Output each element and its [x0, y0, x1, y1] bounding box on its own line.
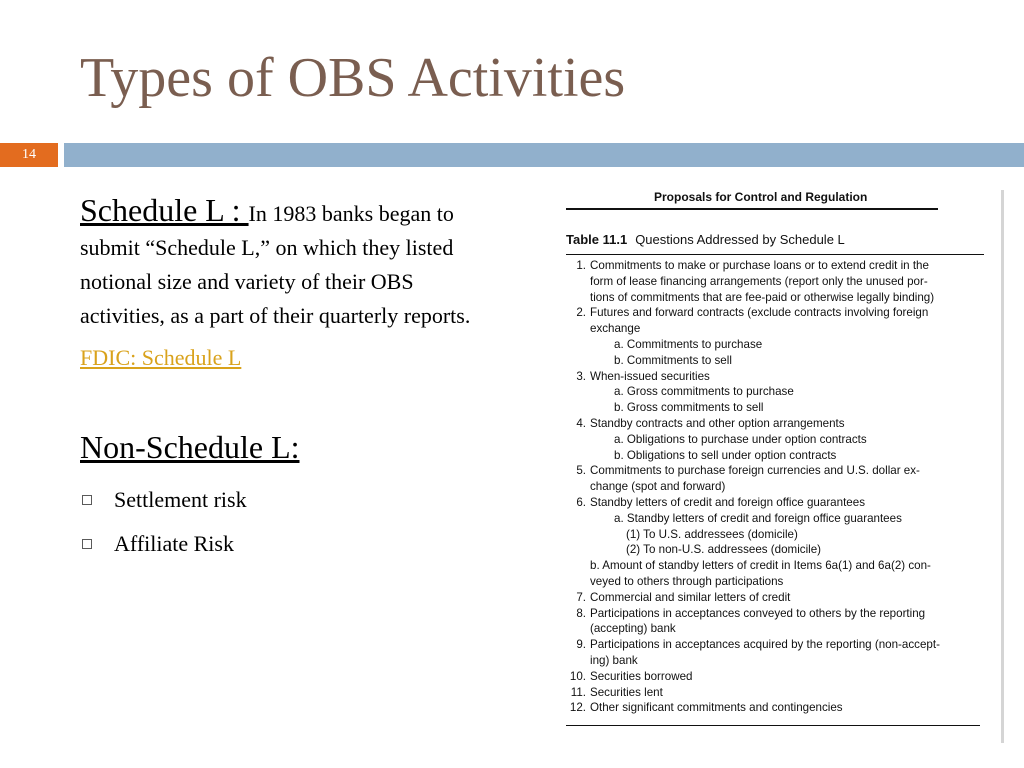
square-bullet-icon: [82, 495, 92, 505]
bullet-text: Affiliate Risk: [114, 531, 234, 556]
caption-rule: [566, 254, 984, 255]
title-divider-band: [64, 143, 1024, 167]
table-row: a. Obligations to purchase under option contracts: [614, 432, 867, 446]
table-row: b. Obligations to sell under option contracts: [614, 448, 837, 462]
list-item: [80, 522, 490, 566]
table-label: Table 11.1: [566, 232, 628, 247]
table-row: 1. Commitments to make or purchase loans or to extend credit in the: [576, 259, 929, 272]
header-rule: [566, 208, 938, 210]
bullet-text: Settlement risk: [114, 487, 247, 512]
slide-number: 14: [0, 143, 58, 167]
table-row: veyed to others through participations: [590, 574, 784, 588]
table-row: b. Amount of standby letters of credit in Items 6a(1) and 6a(2) con-: [590, 559, 931, 573]
fdic-schedule-l-link[interactable]: FDIC: Schedule L: [80, 345, 242, 370]
table-row: tions of commitments that are fee-paid or otherwise legally binding): [590, 290, 935, 304]
table-row: (1) To U.S. addressees (domicile): [626, 527, 798, 541]
table-row: 10. Securities borrowed: [569, 669, 693, 683]
table-title: Questions Addressed by Schedule L: [635, 232, 845, 247]
table-caption: [566, 232, 845, 247]
table-question-list: [566, 258, 986, 716]
non-schedule-l-heading: Non-Schedule L:: [80, 429, 300, 465]
table-row: b. Commitments to sell: [614, 353, 732, 367]
non-schedule-bullet-list: [80, 478, 490, 566]
table-row: 3. When-issued securities: [576, 369, 710, 383]
table-row: exchange: [590, 322, 641, 336]
table-row: 7. Commercial and similar letters of credit: [576, 590, 791, 604]
table-row: 6. Standby letters of credit and foreign office guarantees: [576, 495, 865, 509]
schedule-l-paragraph: [80, 193, 490, 333]
table-row: change (spot and forward): [590, 480, 726, 494]
table-row: 11. Securities lent: [570, 685, 663, 699]
square-bullet-icon: [82, 539, 92, 549]
table-row: 9. Participations in acceptances acquired by the reporting (non-accept-: [576, 638, 940, 652]
footer-rule: [566, 725, 980, 726]
table-row: (accepting) bank: [590, 622, 676, 636]
table-row: 2. Futures and forward contracts (exclude contracts involving foreign: [576, 306, 929, 320]
table-row: 8. Participations in acceptances conveyed to others by the reporting: [576, 606, 926, 620]
table-row: 12. Other significant commitments and contingencies: [569, 701, 843, 715]
table-row: 4. Standby contracts and other option arrangements: [576, 416, 845, 430]
table-row: b. Gross commitments to sell: [614, 401, 764, 415]
table-row: (2) To non-U.S. addressees (domicile): [626, 543, 822, 557]
table-row: form of lease financing arrangements (report only the unused por-: [590, 274, 928, 288]
table-row: 5. Commitments to purchase foreign currencies and U.S. dollar ex-: [576, 464, 920, 478]
schedule-l-text: In 1983 banks began to submit “Schedule L,” on which they listed notional size and variety of their OBS activities, as a part of their quarterly reports.: [80, 201, 471, 328]
table-row: a. Gross commitments to purchase: [614, 385, 794, 399]
schedule-l-table-image: [548, 190, 1004, 743]
table-row: ing) bank: [590, 653, 638, 667]
image-edge: [1001, 190, 1004, 743]
table-row: a. Commitments to purchase: [614, 337, 763, 351]
left-content: [80, 193, 490, 566]
slide-title: Types of OBS Activities: [80, 47, 626, 109]
table-page-header: Proposals for Control and Regulation: [654, 190, 868, 204]
table-row: a. Standby letters of credit and foreign office guarantees: [614, 511, 902, 525]
list-item: [80, 478, 490, 522]
schedule-l-heading: Schedule L :: [80, 192, 249, 228]
